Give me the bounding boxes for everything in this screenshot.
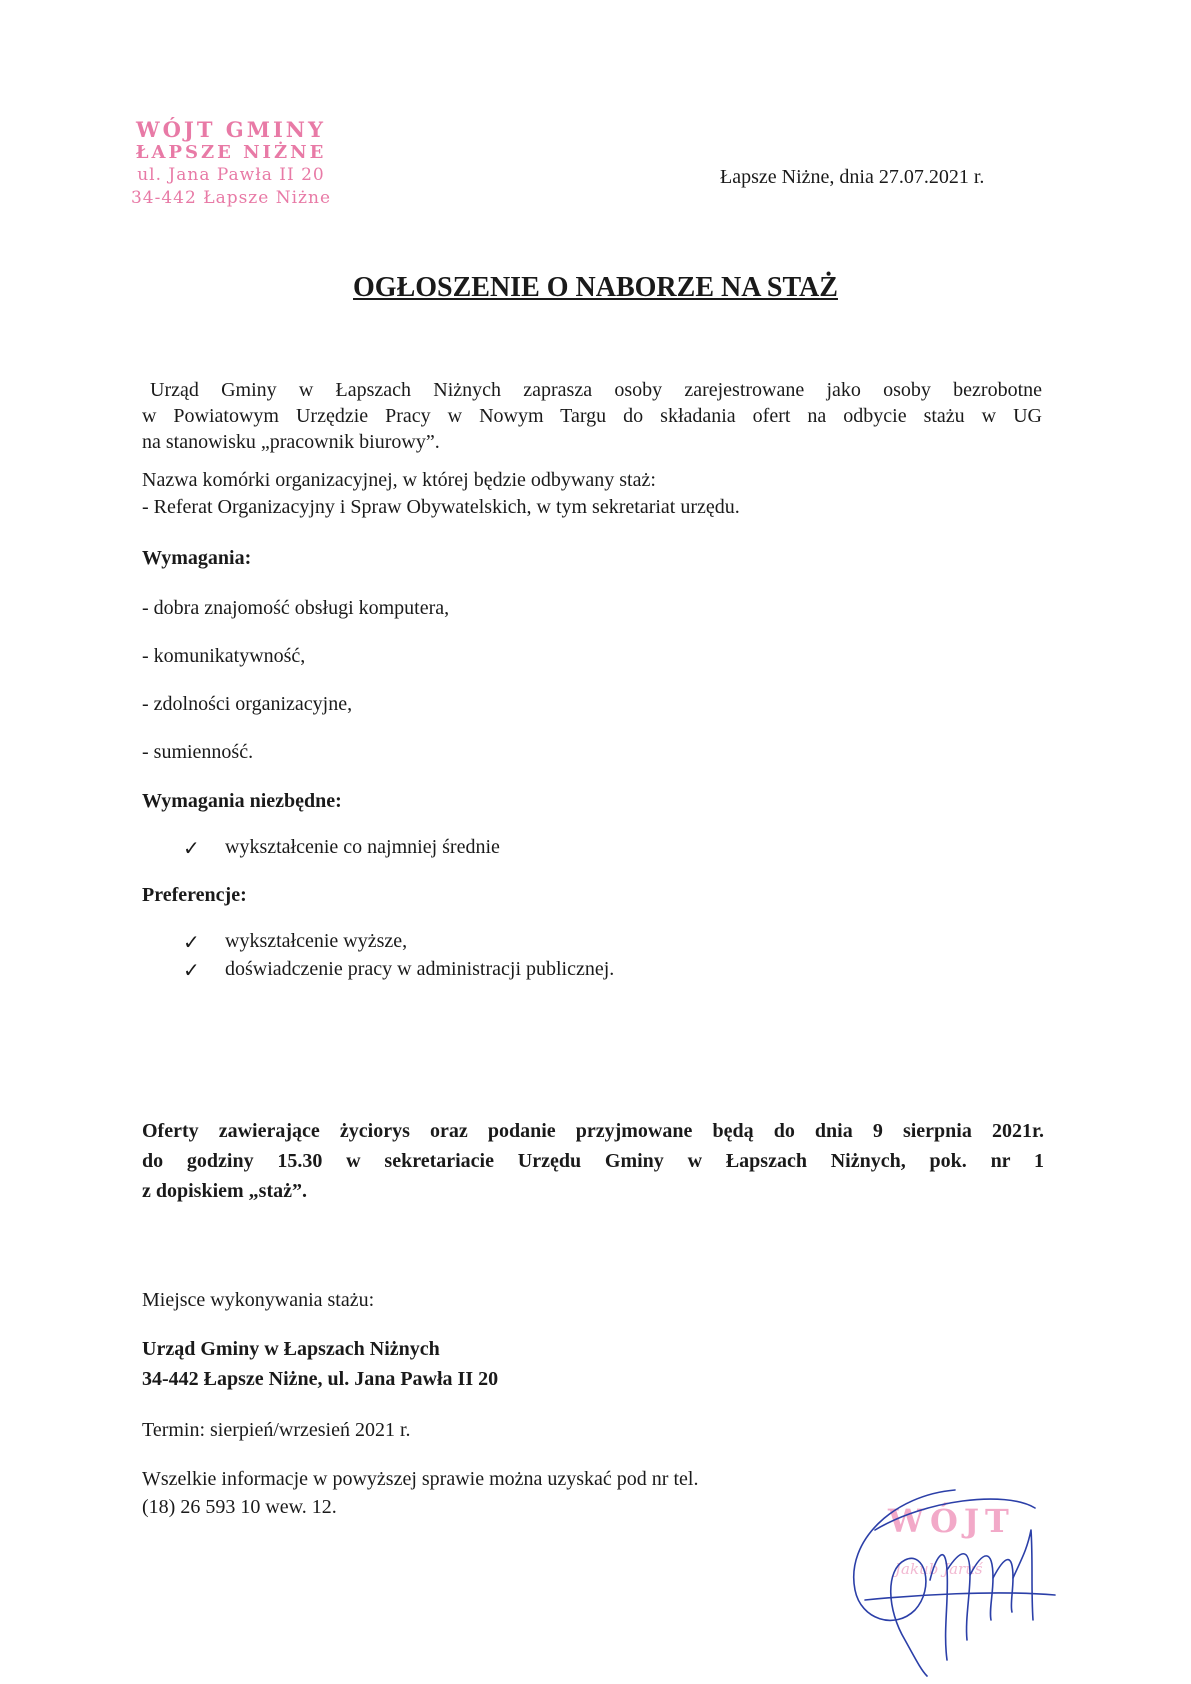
unit-value: - Referat Organizacyjny i Spraw Obywatelskich, w tym sekretariat urzędu.	[142, 496, 740, 518]
offer-paragraph	[142, 1116, 1044, 1206]
office-stamp	[116, 118, 346, 210]
intro-line: na stanowisku „pracownik biurowy”.	[142, 431, 440, 453]
preference-item-text: wykształcenie wyższe,	[225, 930, 408, 952]
stamp-line-1: WÓJT GMINY	[136, 117, 326, 142]
checkmark-icon: ✓	[183, 932, 200, 954]
intro-line: w Powiatowym Urzędzie Pracy w Nowym Targu do składania ofert na odbycie stażu w UG	[142, 405, 1042, 427]
handwritten-signature	[835, 1470, 1075, 1680]
required-heading: Wymagania niezbędne:	[142, 790, 342, 812]
term: Termin: sierpień/wrzesień 2021 r.	[142, 1419, 411, 1441]
document-title: OGŁOSZENIE O NABORZE NA STAŻ	[353, 272, 838, 303]
offer-line: z dopiskiem „staż”.	[142, 1180, 307, 1202]
offer-line: do godziny 15.30 w sekretariacie Urzędu Gminy w Łapszach Niżnych, pok. nr 1	[142, 1150, 1044, 1172]
stamp-line-3: ul. Jana Pawła II 20	[137, 165, 325, 185]
preferences-heading: Preferencje:	[142, 884, 247, 906]
place-label: Miejsce wykonywania stażu:	[142, 1289, 375, 1311]
preference-item-text: doświadczenie pracy w administracji publicznej.	[225, 958, 615, 980]
signature-stamp-name: Jakub Jaruś	[895, 1560, 983, 1578]
place-address: 34-442 Łapsze Niżne, ul. Jana Pawła II 20	[142, 1368, 499, 1390]
offer-line: Oferty zawierające życiorys oraz podanie przyjmowane będą do dnia 9 sierpnia 2021r.	[142, 1120, 1044, 1142]
contact-line-2: (18) 26 593 10 wew. 12.	[142, 1496, 337, 1518]
place-name: Urząd Gminy w Łapszach Niżnych	[142, 1338, 440, 1360]
requirement-item: - zdolności organizacyjne,	[142, 693, 353, 715]
requirement-item: - dobra znajomość obsługi komputera,	[142, 597, 450, 619]
required-item-text: wykształcenie co najmniej średnie	[225, 836, 500, 858]
requirements-heading: Wymagania:	[142, 547, 252, 569]
stamp-line-2: ŁAPSZE NIŻNE	[135, 142, 327, 163]
checkmark-icon: ✓	[183, 838, 200, 860]
unit-label: Nazwa komórki organizacyjnej, w której będzie odbywany staż:	[142, 469, 656, 491]
requirement-item: - sumienność.	[142, 741, 254, 763]
intro-paragraph	[142, 377, 1042, 455]
stamp-line-4: 34-442 Łapsze Niżne	[130, 188, 332, 208]
contact-line-1: Wszelkie informacje w powyższej sprawie można uzyskać pod nr tel.	[142, 1468, 699, 1490]
signature-stamp: WÓJT	[888, 1502, 1015, 1540]
intro-line: Urząd Gminy w Łapszach Niżnych zaprasza osoby zarejestrowane jako osoby bezrobotne	[150, 379, 1042, 401]
checkmark-icon: ✓	[183, 960, 200, 982]
place-and-date: Łapsze Niżne, dnia 27.07.2021 r.	[720, 166, 985, 188]
requirement-item: - komunikatywność,	[142, 645, 306, 667]
